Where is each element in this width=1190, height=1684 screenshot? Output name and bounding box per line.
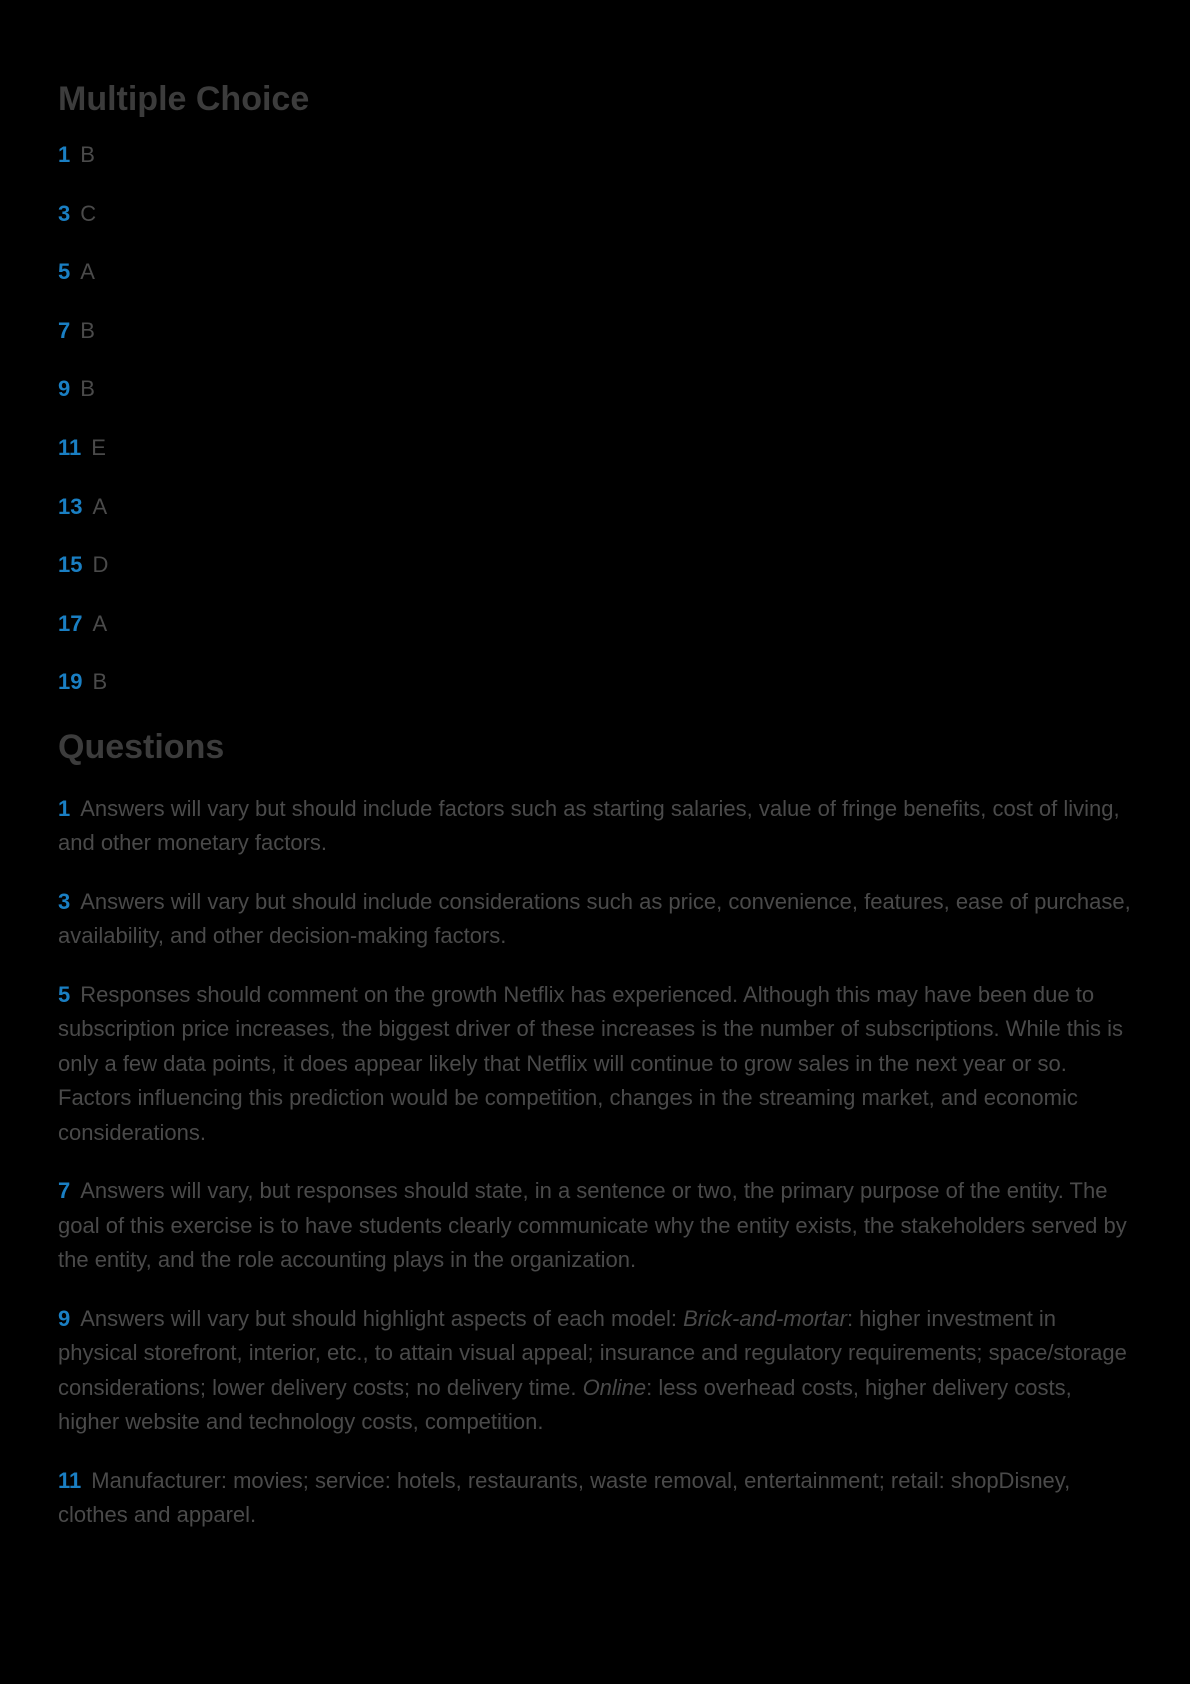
mc-number: 19	[58, 669, 83, 695]
mc-answer: E	[91, 434, 106, 460]
mc-answer: B	[80, 317, 95, 343]
questions-list	[58, 792, 1132, 1533]
mc-number: 15	[58, 552, 83, 578]
mc-item	[58, 199, 1132, 229]
mc-answer: C	[80, 200, 97, 226]
mc-item	[58, 433, 1132, 463]
question-number: 9	[58, 1305, 71, 1331]
multiple-choice-list	[58, 140, 1132, 697]
mc-number: 13	[58, 493, 83, 519]
mc-number: 3	[58, 200, 71, 226]
question-text: Answers will vary but should include considerations such as price, convenience, features, ease of purchase, availability, and other decision-making factors.	[58, 888, 1131, 949]
mc-item	[58, 550, 1132, 580]
question-number: 5	[58, 981, 71, 1007]
question-answer	[58, 1174, 1133, 1278]
multiple-choice-heading: Multiple Choice	[58, 80, 310, 118]
mc-number: 1	[58, 142, 71, 167]
question-intro: Answers will vary but should highlight aspects of each model:	[80, 1305, 684, 1331]
question-number: 1	[58, 795, 71, 821]
questions-heading: Questions	[58, 727, 225, 766]
question-number: 11	[58, 1467, 82, 1493]
mc-answer: A	[92, 610, 108, 636]
mc-answer: B	[80, 142, 95, 167]
mc-item	[58, 257, 1132, 287]
mc-item	[58, 667, 1132, 697]
mc-answer: D	[92, 552, 109, 578]
mc-item	[58, 492, 1132, 522]
model-description-brick-and-mortar: : higher investment in physical storefront, interior, etc., to attain visual appeal; insurance and regulatory requirements; space/storage considerations; lower delivery costs; no delivery time.	[58, 1305, 1127, 1400]
mc-number: 7	[58, 317, 71, 343]
question-answer	[58, 885, 1133, 954]
model-term-brick-and-mortar: Brick-and-mortar	[683, 1305, 847, 1331]
question-text: Responses should comment on the growth Netflix has experienced. Although this may have been due to subscription price increases, the biggest driver of these increases is the number of subscriptions. While this is only a few data points, it does appear likely that Netflix will continue to grow sales in the next year or so. Factors influencing this prediction would be competition, changes in the streaming market, and economic considerations.	[58, 981, 1124, 1145]
mc-answer: A	[80, 259, 95, 285]
question-answer	[58, 1464, 1133, 1533]
question-number: 7	[58, 1178, 71, 1204]
mc-answer: A	[92, 493, 108, 519]
mc-item	[58, 609, 1132, 639]
mc-item	[58, 316, 1132, 346]
model-term-online: Online	[582, 1374, 647, 1400]
mc-item	[58, 374, 1132, 404]
question-answer	[58, 978, 1133, 1151]
mc-number: 17	[58, 610, 83, 636]
mc-answer: B	[80, 376, 95, 402]
mc-item	[58, 140, 1132, 170]
mc-number: 9	[58, 376, 71, 402]
question-text: Answers will vary, but responses should state, in a sentence or two, the primary purpose of the entity. The goal of this exercise is to have students clearly communicate why the entity exists, the stakeholders served by the entity, and the role accounting plays in the organization.	[58, 1178, 1127, 1273]
mc-number: 11	[58, 434, 82, 460]
question-text: Manufacturer: movies; service: hotels, restaurants, waste removal, entertainment; retail: shopDisney, clothes and apparel.	[58, 1467, 1071, 1528]
mc-answer: B	[92, 669, 108, 695]
question-answer	[58, 1302, 1133, 1440]
question-answer	[58, 792, 1133, 861]
question-text: Answers will vary but should include factors such as starting salaries, value of fringe benefits, cost of living, and other monetary factors.	[58, 795, 1120, 856]
question-number: 3	[58, 888, 71, 914]
model-description-online: : less overhead costs, higher delivery costs, higher website and technology costs, competition.	[58, 1374, 1072, 1435]
mc-number: 5	[58, 259, 71, 285]
